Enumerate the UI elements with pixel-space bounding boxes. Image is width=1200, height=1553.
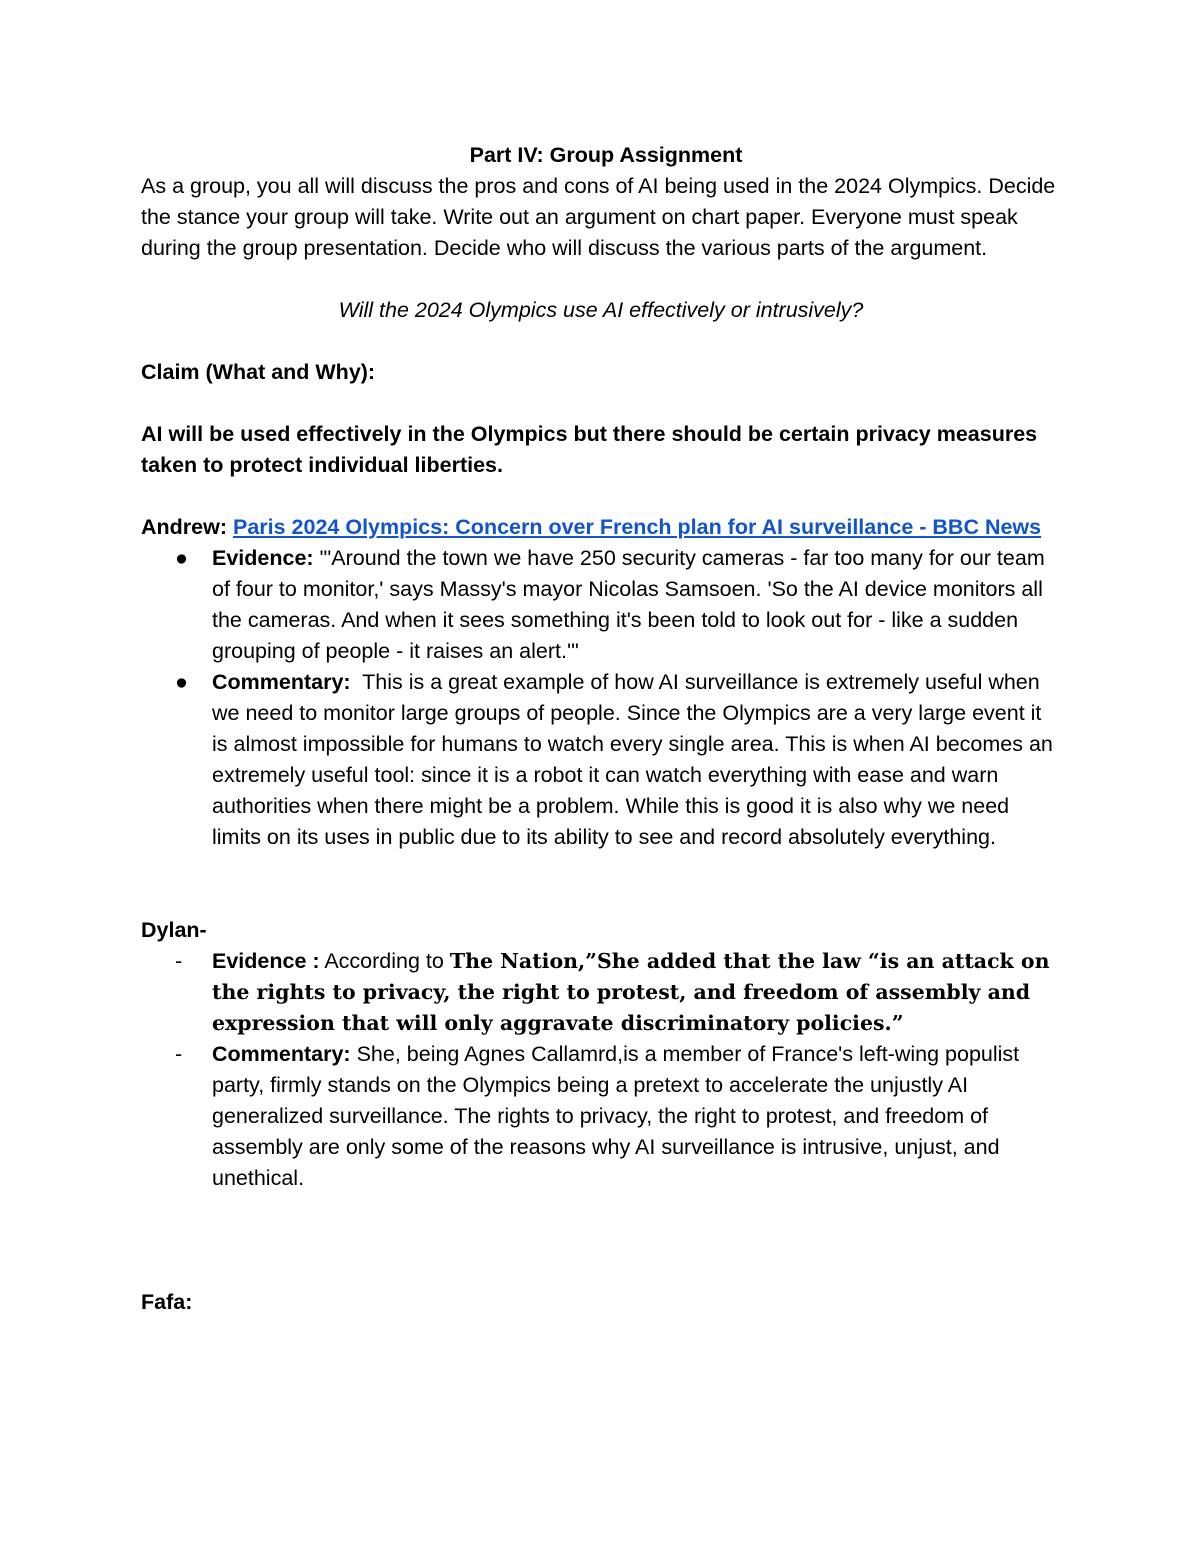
commentary-label: Commentary:: [212, 1042, 351, 1066]
evidence-text: "'Around the town we have 250 security cameras - far too many for our team of four to monitor,' says Massy's mayor Nicolas Samsoen. 'So the AI device monitors all the cameras. And when it sees something it's been told to look out for - like a sudden grouping of people - it raises an alert.'": [212, 546, 1045, 663]
essential-question: Will the 2024 Olympics use AI effectively or intrusively?: [338, 298, 864, 322]
commentary-label: Commentary:: [212, 670, 351, 694]
bullet-icon: ●: [175, 546, 188, 570]
andrew-heading: [141, 512, 1061, 543]
fafa-heading: Fafa:: [141, 1290, 193, 1314]
spacer: [141, 853, 1061, 884]
spacer: [141, 1194, 1061, 1225]
evidence-quote: The Nation,”She added that the law “is an attack on the rights to privacy, the right to protest, and freedom of assembly and expression that will only aggravate discriminatory policies.”: [212, 949, 1050, 1035]
dylan-commentary-item: [141, 1039, 1061, 1194]
evidence-label: Evidence :: [212, 949, 320, 973]
commentary-text: This is a great example of how AI surveillance is extremely useful when we need to monitor large groups of people. Since the Olympics are a very large event it is almost impossible for humans to watch every single area. This is when AI becomes an extremely useful tool: since it is a robot it can watch everything with ease and warn authorities when there might be a problem. While this is good it is also why we need limits on its uses in public due to its ability to see and record absolutely everything.: [212, 670, 1053, 849]
dash-marker: -: [175, 949, 183, 973]
spacer: [141, 326, 1061, 357]
claim-text: AI will be used effectively in the Olympics but there should be certain privacy measures taken to protect individual liberties.: [141, 422, 1038, 477]
bullet-icon: ●: [175, 670, 188, 694]
spacer: [141, 388, 1061, 419]
commentary-text: She, being Agnes Callamrd,is a member of France's left-wing populist party, firmly stands on the Olympics being a pretext to accelerate the unjustly AI generalized surveillance. The rights to privacy, the right to protest, and freedom of assembly are only some of the reasons why AI surveillance is intrusive, unjust, and unethical.: [212, 1042, 1020, 1190]
andrew-list: [141, 543, 1061, 853]
claim-heading: Claim (What and Why):: [141, 360, 376, 384]
assignment-intro: As a group, you all will discuss the pros and cons of AI being used in the 2024 Olympics. Decide the stance your group will take. Write out an argument on chart paper. Everyone must speak during the group presentation. Decide who will discuss the various parts of the argument.: [141, 174, 1056, 260]
spacer: [141, 884, 1061, 915]
dylan-evidence-item: [141, 946, 1061, 1039]
spacer: [141, 1225, 1061, 1256]
spacer: [141, 1256, 1061, 1287]
bbc-news-link[interactable]: Paris 2024 Olympics: Concern over French plan for AI surveillance - BBC News: [232, 515, 1042, 539]
dylan-heading: Dylan-: [141, 918, 207, 942]
evidence-intro: According to: [324, 949, 444, 973]
dash-marker: -: [175, 1042, 183, 1066]
document-page: [141, 140, 1061, 1318]
andrew-commentary-item: [141, 667, 1061, 853]
dylan-list: [141, 946, 1061, 1194]
andrew-evidence-item: [141, 543, 1061, 667]
spacer: [141, 264, 1061, 295]
andrew-name: Andrew:: [141, 515, 227, 539]
evidence-label: Evidence:: [212, 546, 314, 570]
page-title: Part IV: Group Assignment: [469, 143, 743, 167]
spacer: [141, 481, 1061, 512]
